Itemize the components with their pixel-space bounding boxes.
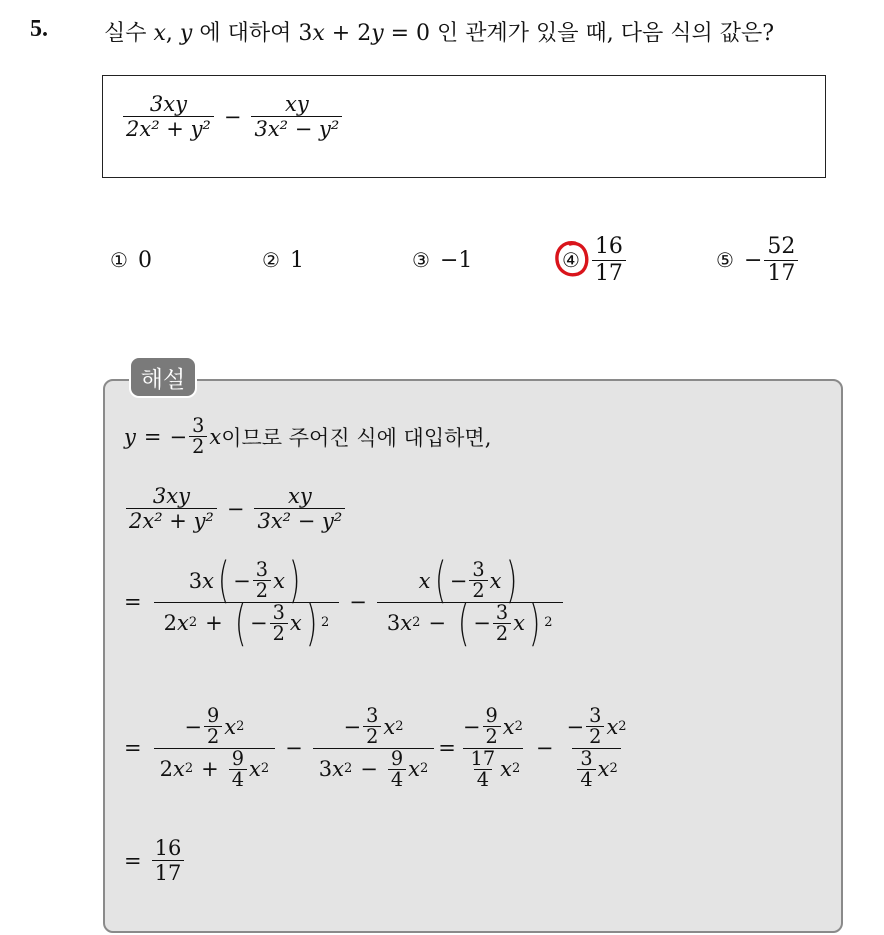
fraction-1-denominator: 2x² + y²	[123, 116, 214, 141]
simplified-fraction-1	[154, 706, 276, 790]
question-number: 5.	[30, 16, 48, 42]
right-paren: )	[528, 593, 541, 652]
minus: −	[449, 568, 468, 593]
var-x: x	[400, 611, 413, 636]
den: 4	[474, 769, 492, 790]
coef: 3	[318, 757, 333, 782]
choice-5-mark: ⑤	[716, 248, 734, 272]
num: 9	[390, 746, 404, 770]
var-x: x	[408, 757, 420, 782]
minus: −	[249, 611, 268, 636]
num: − $\frac{9}{2}$ x 2	[462, 704, 523, 749]
minus: −	[169, 424, 188, 449]
minus: −	[566, 714, 585, 739]
left-paren: (	[217, 551, 230, 610]
minus: −	[349, 590, 367, 615]
solution-line-4	[124, 706, 632, 790]
var-x: x	[202, 568, 214, 593]
num: 3	[495, 600, 509, 624]
right-paren: )	[288, 551, 301, 610]
plus: +	[205, 611, 223, 636]
den: 2 x 2 + ( − $\frac{3}{2}$ x ) 2	[154, 602, 340, 645]
frac	[577, 746, 595, 791]
paren-group	[214, 551, 304, 610]
den: 4	[388, 769, 406, 790]
choice-2-value: 1	[289, 247, 304, 273]
den: 17	[152, 860, 185, 885]
result-fraction	[152, 836, 185, 885]
den: 2	[270, 623, 288, 644]
frac	[388, 746, 406, 791]
var-x: x	[224, 714, 237, 739]
choice-1[interactable]	[110, 232, 152, 288]
question-text-a: 실수	[104, 21, 154, 46]
frac	[363, 706, 381, 748]
var-x: x	[172, 757, 185, 782]
fraction-1	[123, 92, 214, 141]
minus: −	[226, 496, 245, 521]
equals: =	[124, 590, 142, 615]
frac	[469, 560, 487, 602]
solution-line-3	[124, 551, 565, 652]
var-x: x	[489, 568, 502, 593]
den: 2	[469, 580, 487, 601]
var-x: x	[249, 757, 261, 782]
reduced-fraction-2	[564, 706, 630, 790]
choice-3-value: −1	[439, 247, 473, 273]
var-y: y	[124, 424, 136, 449]
fraction-1	[126, 484, 217, 533]
num	[407, 551, 533, 610]
question-text-b: 에 대하여 3	[192, 21, 313, 46]
frac	[483, 706, 501, 748]
fraction-2	[254, 484, 345, 533]
frac	[468, 746, 499, 791]
comma: ,	[165, 21, 180, 46]
fraction-2	[251, 92, 342, 141]
right-paren: )	[305, 593, 318, 652]
fraction-3-over-2	[189, 416, 207, 458]
num: 3	[472, 558, 485, 581]
left-paren: (	[434, 551, 446, 610]
var-x: x	[332, 757, 344, 782]
answer-circle-mark	[554, 239, 590, 279]
question-text-d: = 0 인 관계가 있을 때, 다음 식의 값은?	[383, 21, 775, 46]
den: 2 x 2 + $\frac{9}{4}$ x 2	[154, 748, 276, 791]
var-x: x	[153, 21, 166, 46]
frac	[229, 746, 247, 791]
solution-panel	[103, 379, 843, 933]
var-x: x	[289, 611, 302, 636]
minus: −	[428, 611, 446, 636]
minus: −	[343, 714, 362, 739]
equals: =	[438, 736, 456, 761]
equals: =	[124, 848, 142, 873]
frac	[586, 706, 604, 748]
substituted-fraction-2	[377, 551, 563, 652]
fraction-2-denominator: 3x² − y²	[251, 116, 342, 141]
simplified-fraction-2	[313, 706, 435, 790]
num	[177, 551, 317, 610]
den: 2x² + y²	[126, 508, 217, 533]
den: 3x² − y²	[254, 508, 345, 533]
choice-4-mark: ④	[562, 248, 580, 272]
var-x: x	[209, 424, 222, 449]
choice-3-mark: ③	[412, 248, 430, 272]
coef: 3	[188, 568, 203, 593]
frac	[253, 560, 271, 602]
reduced-fraction-1	[460, 706, 526, 790]
choice-5-denominator: 17	[764, 260, 798, 286]
den: 3 x 2 − ( − $\frac{3}{2}$ x ) 2	[377, 602, 563, 645]
minus: −	[473, 611, 491, 636]
frac	[270, 600, 288, 645]
den: 4	[229, 769, 247, 790]
choice-5-fraction	[764, 234, 798, 286]
var-x: x	[513, 611, 526, 636]
num: xy	[288, 484, 312, 508]
minus: −	[184, 714, 202, 739]
question-text-c: + 2	[324, 21, 372, 46]
left-paren: (	[234, 593, 247, 652]
num: 17	[470, 746, 496, 770]
choice-2[interactable]	[262, 232, 304, 288]
var-x: x	[312, 21, 325, 46]
den: 3 x 2 − $\frac{9}{4}$ x 2	[313, 748, 435, 791]
substituted-fraction-1	[154, 551, 340, 652]
num: 3	[580, 746, 593, 770]
solution-line-2	[124, 484, 347, 533]
solution-line-5	[124, 836, 186, 885]
num: 3	[272, 600, 285, 624]
equals: =	[143, 424, 162, 449]
var-y: y	[371, 21, 384, 46]
num: 3	[192, 414, 205, 437]
var-x: x	[606, 714, 619, 739]
coef: 3	[386, 611, 401, 636]
num: 9	[206, 704, 220, 727]
equals: =	[124, 736, 142, 761]
num: 3	[366, 704, 379, 727]
var-x: x	[502, 714, 515, 739]
choice-4-denominator: 17	[592, 260, 626, 286]
solution-line-1-text: 이므로 주어진 식에 대입하면,	[221, 425, 492, 450]
var-x: x	[273, 568, 285, 593]
den: 2	[363, 726, 381, 747]
minus: −	[360, 757, 378, 782]
minus: −	[285, 736, 303, 761]
frac	[204, 706, 222, 748]
fraction-2-numerator: xy	[285, 92, 309, 116]
coef: 2	[163, 611, 177, 636]
var-y: y	[179, 21, 193, 46]
num: − $\frac{3}{2}$ x 2	[343, 704, 404, 749]
right-paren: )	[505, 551, 517, 610]
minus: −	[233, 568, 251, 593]
fraction-1-numerator: 3xy	[149, 92, 187, 116]
den: 2	[493, 623, 511, 644]
choice-5-sign: −	[743, 247, 763, 273]
den: 2	[253, 580, 271, 601]
expression	[121, 92, 344, 141]
choice-5[interactable]	[716, 232, 800, 288]
num: 3	[255, 558, 269, 581]
choice-4-numerator: 16	[594, 234, 623, 260]
choice-5-numerator: 52	[767, 234, 796, 260]
num: 16	[154, 836, 182, 860]
choice-4-fraction	[592, 234, 626, 286]
num: 9	[485, 704, 498, 727]
question-text	[104, 16, 774, 47]
den: 2	[586, 726, 604, 747]
num: − $\frac{9}{2}$ x 2	[184, 704, 245, 749]
choice-2-mark: ②	[262, 248, 280, 272]
var-x: x	[500, 757, 512, 782]
den: $\frac{17}{4}$ x 2	[463, 748, 524, 791]
minus: −	[462, 714, 481, 739]
var-x: x	[176, 611, 189, 636]
expression-box	[102, 75, 826, 178]
den: 2	[483, 726, 501, 747]
var-x: x	[418, 568, 431, 593]
den: 2	[189, 436, 207, 457]
choice-1-value: 0	[137, 247, 152, 273]
num: − $\frac{3}{2}$ x 2	[566, 704, 627, 749]
paren-group	[431, 551, 521, 610]
den: 4	[577, 769, 595, 790]
num: 3xy	[152, 484, 190, 508]
coef: 2	[159, 757, 173, 782]
num: 3	[589, 704, 602, 727]
left-paren: (	[457, 593, 470, 652]
var-x: x	[597, 757, 610, 782]
minus-sign: −	[223, 104, 242, 129]
choice-1-mark: ①	[110, 248, 128, 272]
var-x: x	[383, 714, 396, 739]
solution-line-1	[124, 416, 491, 458]
den: $\frac{3}{4}$ x 2	[572, 748, 620, 791]
minus: −	[535, 736, 554, 761]
den: 2	[204, 726, 222, 747]
choice-3[interactable]	[412, 232, 472, 288]
solution-badge: 해설	[129, 356, 197, 398]
plus: +	[201, 757, 219, 782]
num: 9	[231, 746, 245, 770]
